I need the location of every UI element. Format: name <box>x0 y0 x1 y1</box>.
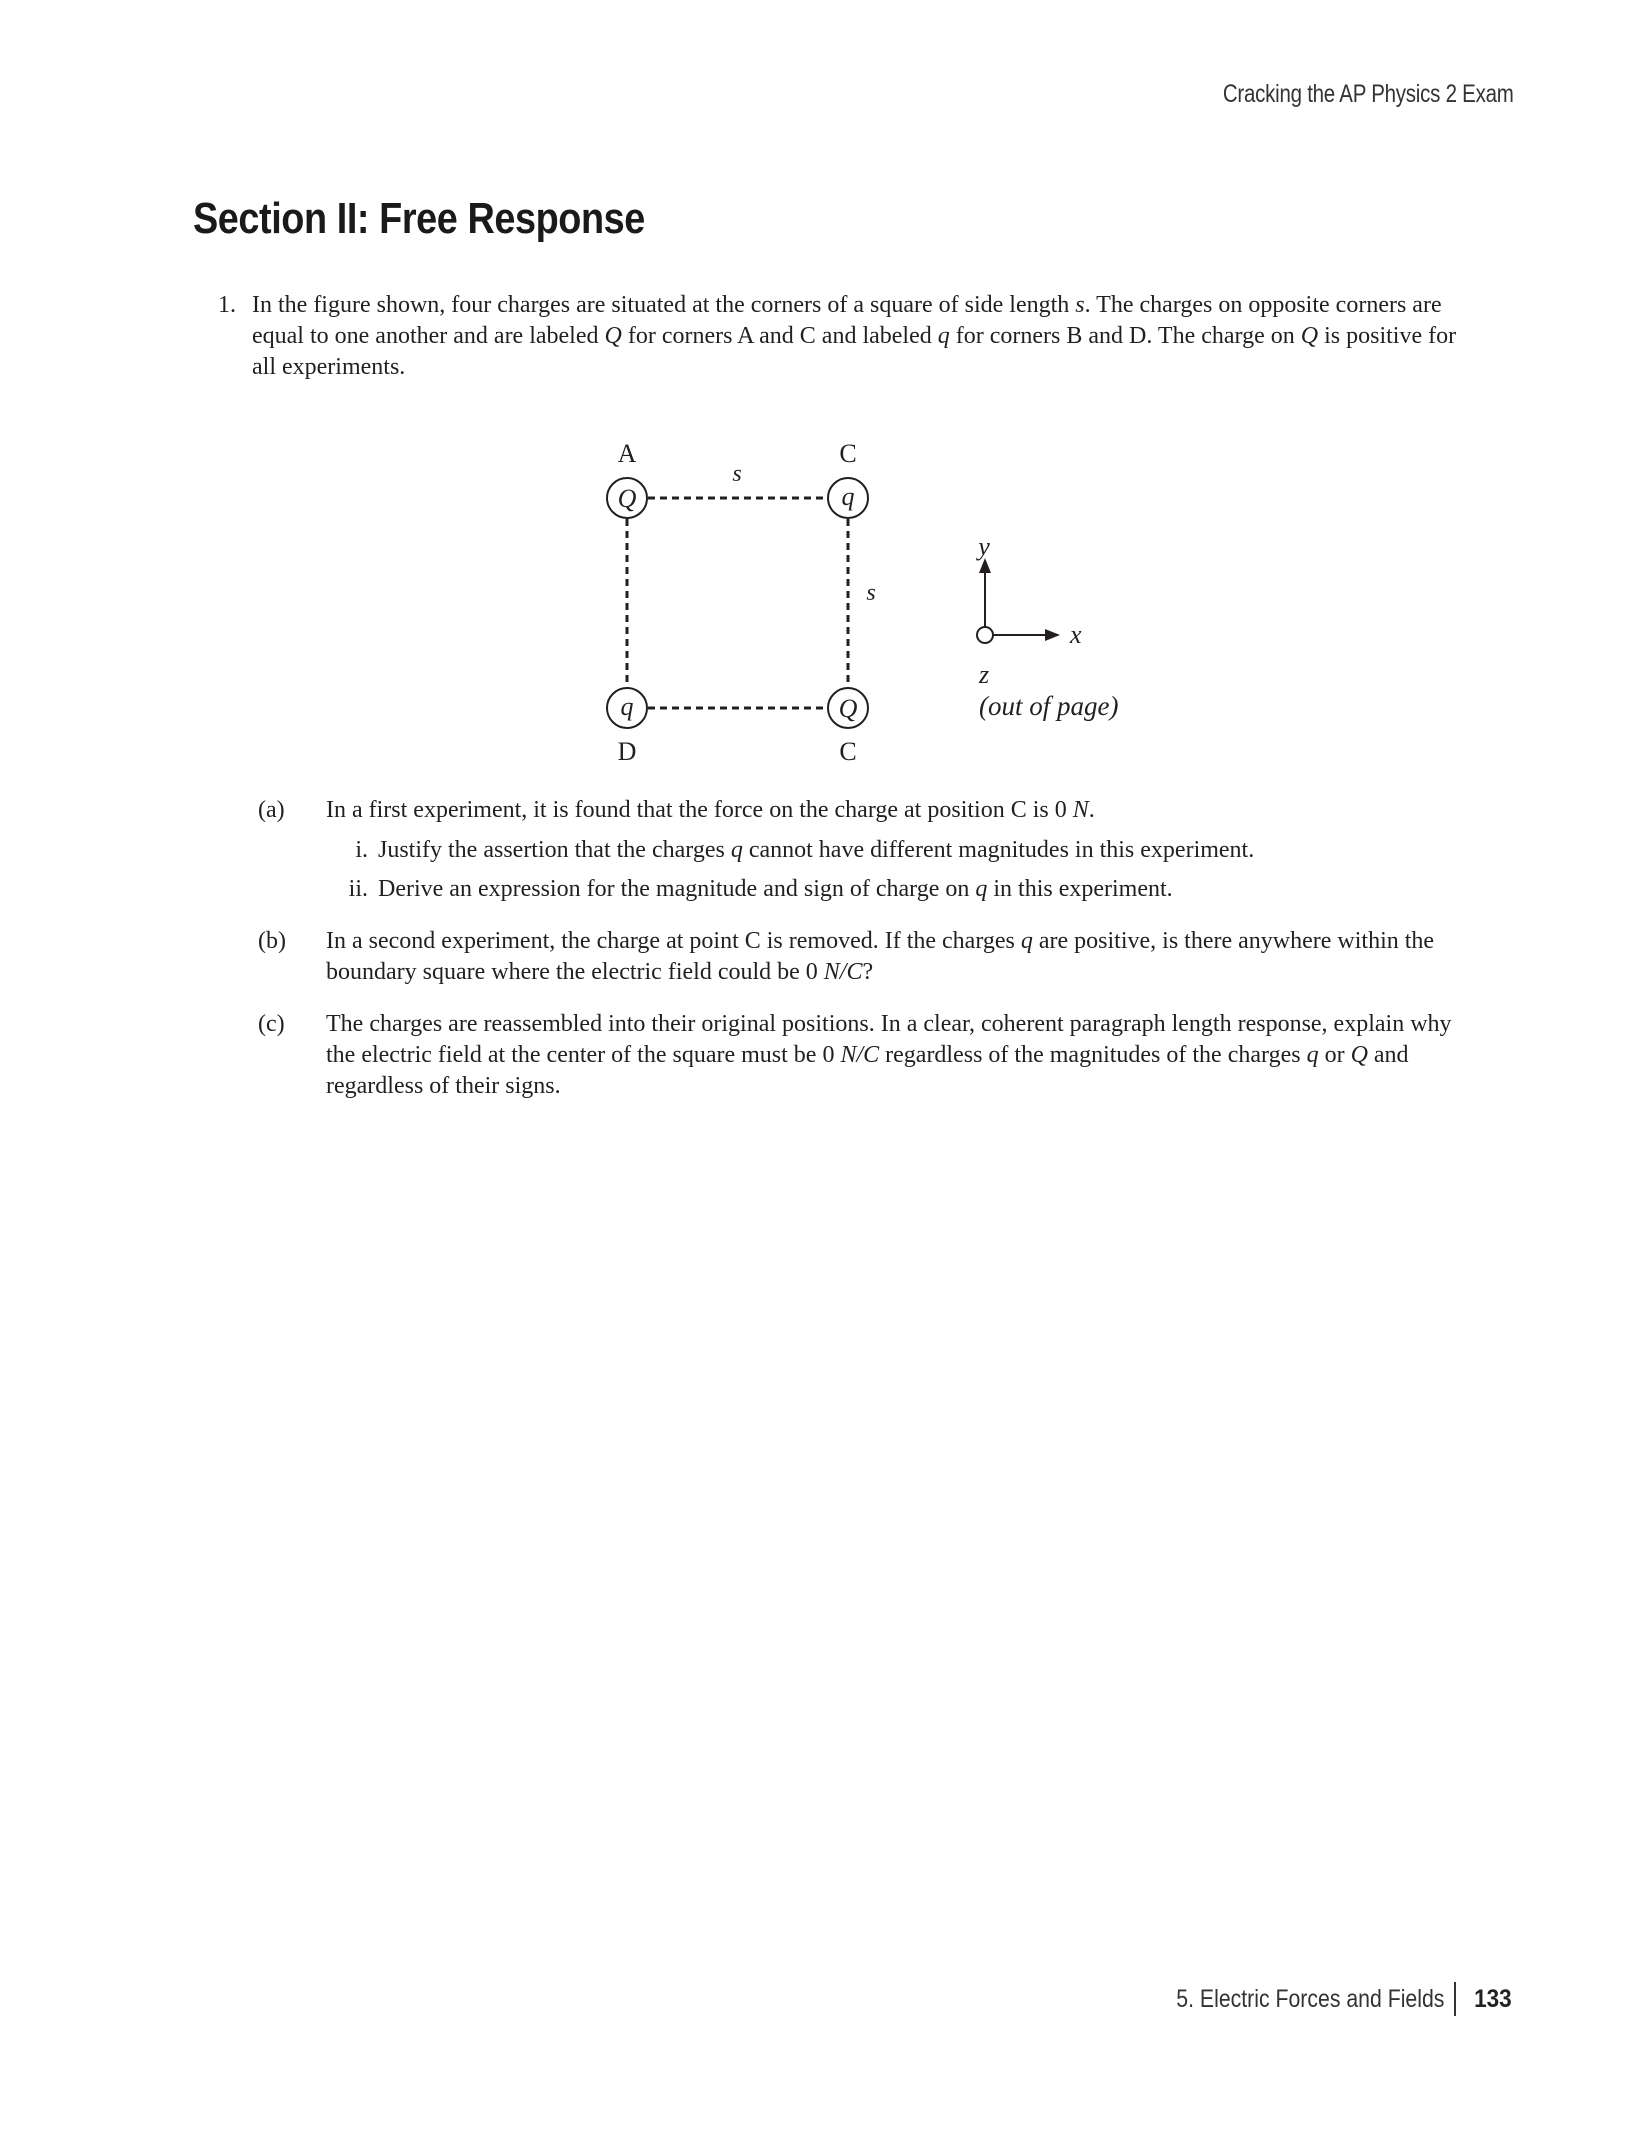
question-1 <box>218 290 1458 383</box>
part-a-i: i. Justify the assertion that the charges q cannot have different magnitudes in this experiment. <box>326 835 1478 866</box>
section-title: Section II: Free Response <box>193 194 645 243</box>
coordinate-axes <box>975 532 1118 721</box>
side-length-label-right: s <box>866 580 876 606</box>
charge-circles <box>607 478 868 728</box>
z-axis-label: z <box>979 660 990 689</box>
charge-square-diagram <box>560 420 1180 780</box>
question-number: 1. <box>218 292 236 318</box>
square-sides <box>627 498 848 708</box>
footer-divider <box>1454 1982 1456 2016</box>
corner-label-D: D <box>617 737 637 766</box>
part-label-b: (b) <box>258 928 286 954</box>
z-axis-note: (out of page) <box>979 691 1119 721</box>
part-b <box>258 926 1478 988</box>
part-label-a: (a) <box>258 797 285 823</box>
question-parts <box>258 795 1478 1123</box>
chapter-title: 5. Electric Forces and Fields <box>1176 1984 1445 2013</box>
corner-label-C: C <box>839 737 857 766</box>
page-footer <box>1129 1982 1514 2016</box>
side-length-label-top: s <box>732 461 742 487</box>
part-a-ii: ii. Derive an expression for the magnitude and sign of charge on q in this experiment. <box>326 874 1478 905</box>
charge-B: q <box>841 482 855 511</box>
part-c <box>258 1009 1478 1102</box>
part-b-text: In a second experiment, the charge at point C is removed. If the charges q are positive, is there anywhere within the boundary square where the electric field could be 0 N/C? <box>326 928 1435 985</box>
charge-D: q <box>620 692 634 721</box>
part-a-text: In a first experiment, it is found that the force on the charge at position C is 0 N. <box>326 797 1095 823</box>
charge-C: Q <box>838 694 858 723</box>
part-c-text: The charges are reassembled into their original positions. In a clear, coherent paragraph length response, explain why the electric field at the center of the square must be 0 N/C regardless of the magnitudes of the charges q or Q and regardless of their signs. <box>326 1011 1452 1099</box>
question-stem: In the figure shown, four charges are situated at the corners of a square of side length s. The charges on opposite corners are equal to one another and are labeled Q for corners A and C and labeled q for corners B and D. The charge on Q is positive for all experiments. <box>252 292 1457 380</box>
z-axis-out-of-page-icon <box>977 627 993 643</box>
y-axis-label: y <box>978 532 990 561</box>
corner-label-B: C <box>839 439 857 468</box>
x-axis-label: x <box>1070 620 1082 649</box>
running-head: Cracking the AP Physics 2 Exam <box>1223 80 1514 108</box>
sub-label-i: i. <box>355 837 368 863</box>
corner-label-A: A <box>617 439 637 468</box>
charge-A: Q <box>617 484 637 513</box>
page-number: 133 <box>1474 1984 1512 2013</box>
part-a <box>258 795 1478 905</box>
sub-label-ii: ii. <box>348 876 368 902</box>
part-label-c: (c) <box>258 1011 285 1037</box>
